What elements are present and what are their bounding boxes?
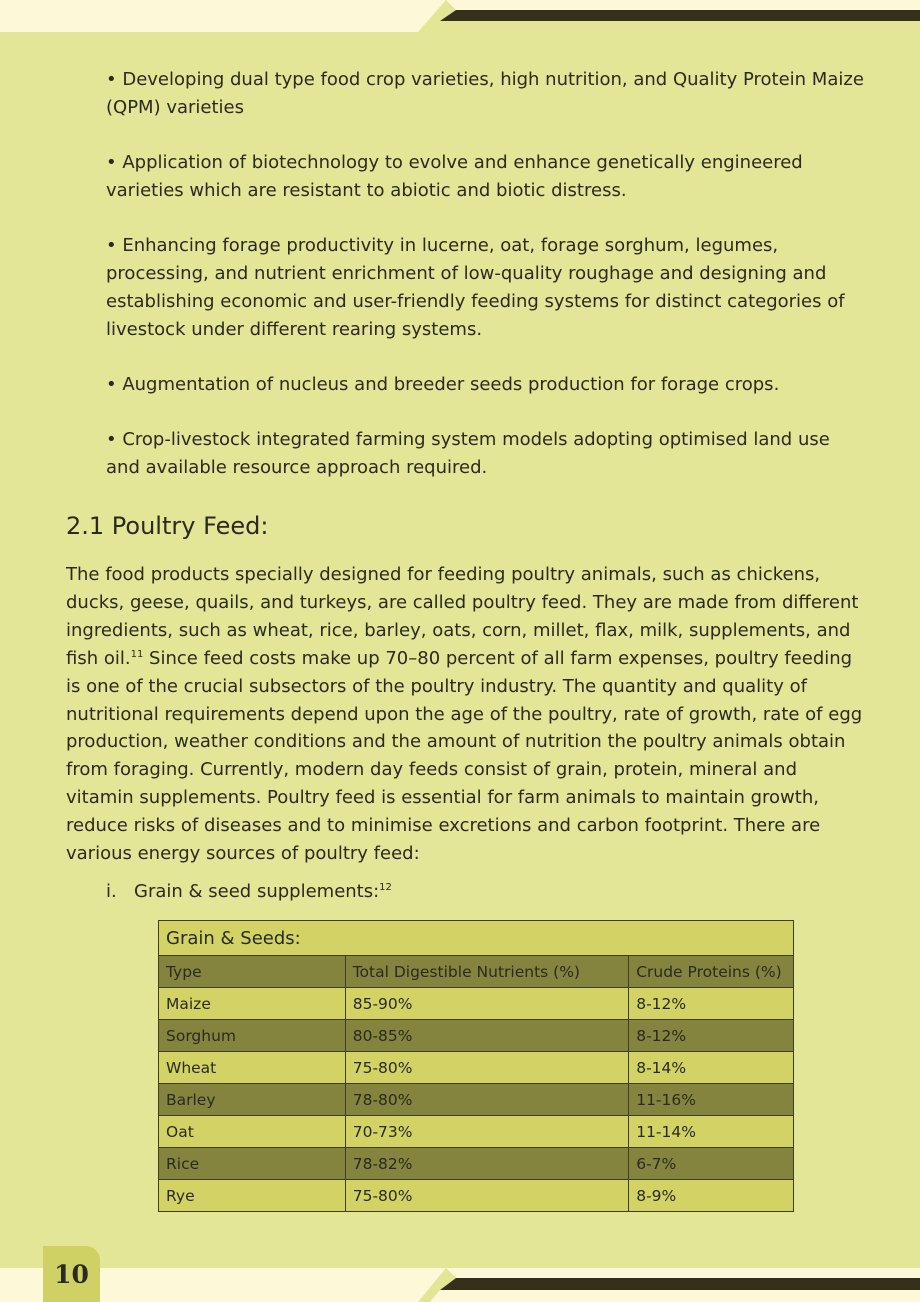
table-cell: Wheat [159, 1052, 346, 1084]
bullet-item: • Application of biotechnology to evolve and enhance genetically engineered varieties which are resistant to abiotic and biotic distress. [106, 152, 803, 201]
table-cell: Maize [159, 988, 346, 1020]
table-cell: Rice [159, 1148, 346, 1180]
paragraph-text: The food products specially designed for feeding poultry animals, such as chickens, ducks, geese, quails, and turkeys, are called poultry feed. They are made from different ingredients, such as wheat, rice, barley, oats, corn, millet, flax, milk, supplements, and fish oil. [66, 564, 859, 669]
table-cell: Rye [159, 1180, 346, 1212]
table-cell: 8-12% [629, 1020, 794, 1052]
table-cell: 75-80% [345, 1052, 628, 1084]
table-row [159, 1116, 794, 1148]
table-cell: 75-80% [345, 1180, 628, 1212]
bullet-item: • Developing dual type food crop varieties, high nutrition, and Quality Protein Maize (QPM) varieties [106, 69, 864, 118]
table-header-row [159, 956, 794, 988]
list-item-grain-seed [106, 878, 392, 906]
section-paragraph [66, 561, 866, 868]
table-cell: 78-82% [345, 1148, 628, 1180]
table-title: Grain & Seeds: [159, 921, 794, 956]
table-cell: 6-7% [629, 1148, 794, 1180]
table-cell: 11-14% [629, 1116, 794, 1148]
table-row [159, 1052, 794, 1084]
column-header-tdn: Total Digestible Nutrients (%) [345, 956, 628, 988]
table-cell: 8-9% [629, 1180, 794, 1212]
footnote-marker: 12 [379, 882, 392, 893]
table-cell: Oat [159, 1116, 346, 1148]
bullet-item: • Crop-livestock integrated farming system models adopting optimised land use and available resource approach required. [106, 429, 830, 478]
grain-seeds-table [158, 920, 794, 1212]
column-header-crude-protein: Crude Proteins (%) [629, 956, 794, 988]
table-row [159, 988, 794, 1020]
table-cell: 78-80% [345, 1084, 628, 1116]
table-title-row [159, 921, 794, 956]
bullet-item: • Enhancing forage productivity in lucerne, oat, forage sorghum, legumes, processing, and nutrient enrichment of low-quality roughage and designing and establishing economic and user-friendly feeding systems for distinct categories of livestock under different rearing systems. [106, 235, 845, 340]
table-row [159, 1180, 794, 1212]
column-header-type: Type [159, 956, 346, 988]
table-cell: Barley [159, 1084, 346, 1116]
table-cell: Sorghum [159, 1020, 346, 1052]
table-cell: 11-16% [629, 1084, 794, 1116]
table-row [159, 1084, 794, 1116]
table-row [159, 1020, 794, 1052]
table-cell: 85-90% [345, 988, 628, 1020]
table-cell: 8-12% [629, 988, 794, 1020]
table-cell: 80-85% [345, 1020, 628, 1052]
section-heading: 2.1 Poultry Feed: [66, 512, 269, 540]
bullet-item: • Augmentation of nucleus and breeder seeds production for forage crops. [106, 374, 780, 395]
list-label: Grain & seed supplements: [134, 881, 380, 902]
top-decorative-band [0, 0, 920, 32]
table-cell: 70-73% [345, 1116, 628, 1148]
footnote-marker: 11 [130, 648, 144, 660]
paragraph-text: Since feed costs make up 70–80 percent of all farm expenses, poultry feeding is one of the crucial subsectors of the poultry industry. The quantity and quality of nutritional requirements depend upon the age of the poultry, rate of growth, rate of egg production, weather conditions and the amount of nutrition the poultry animals obtain from foraging. Currently, modern day feeds consist of grain, protein, mineral and vitamin supplements. Poultry feed is essential for farm animals to maintain growth, reduce risks of diseases and to minimise excretions and carbon footprint. There are various energy sources of poultry feed: [66, 647, 863, 865]
bullet-list [106, 66, 866, 509]
list-marker: i. [106, 881, 117, 902]
page-number: 10 [43, 1246, 100, 1302]
bottom-decorative-band [0, 1268, 920, 1302]
table-cell: 8-14% [629, 1052, 794, 1084]
table-row [159, 1148, 794, 1180]
